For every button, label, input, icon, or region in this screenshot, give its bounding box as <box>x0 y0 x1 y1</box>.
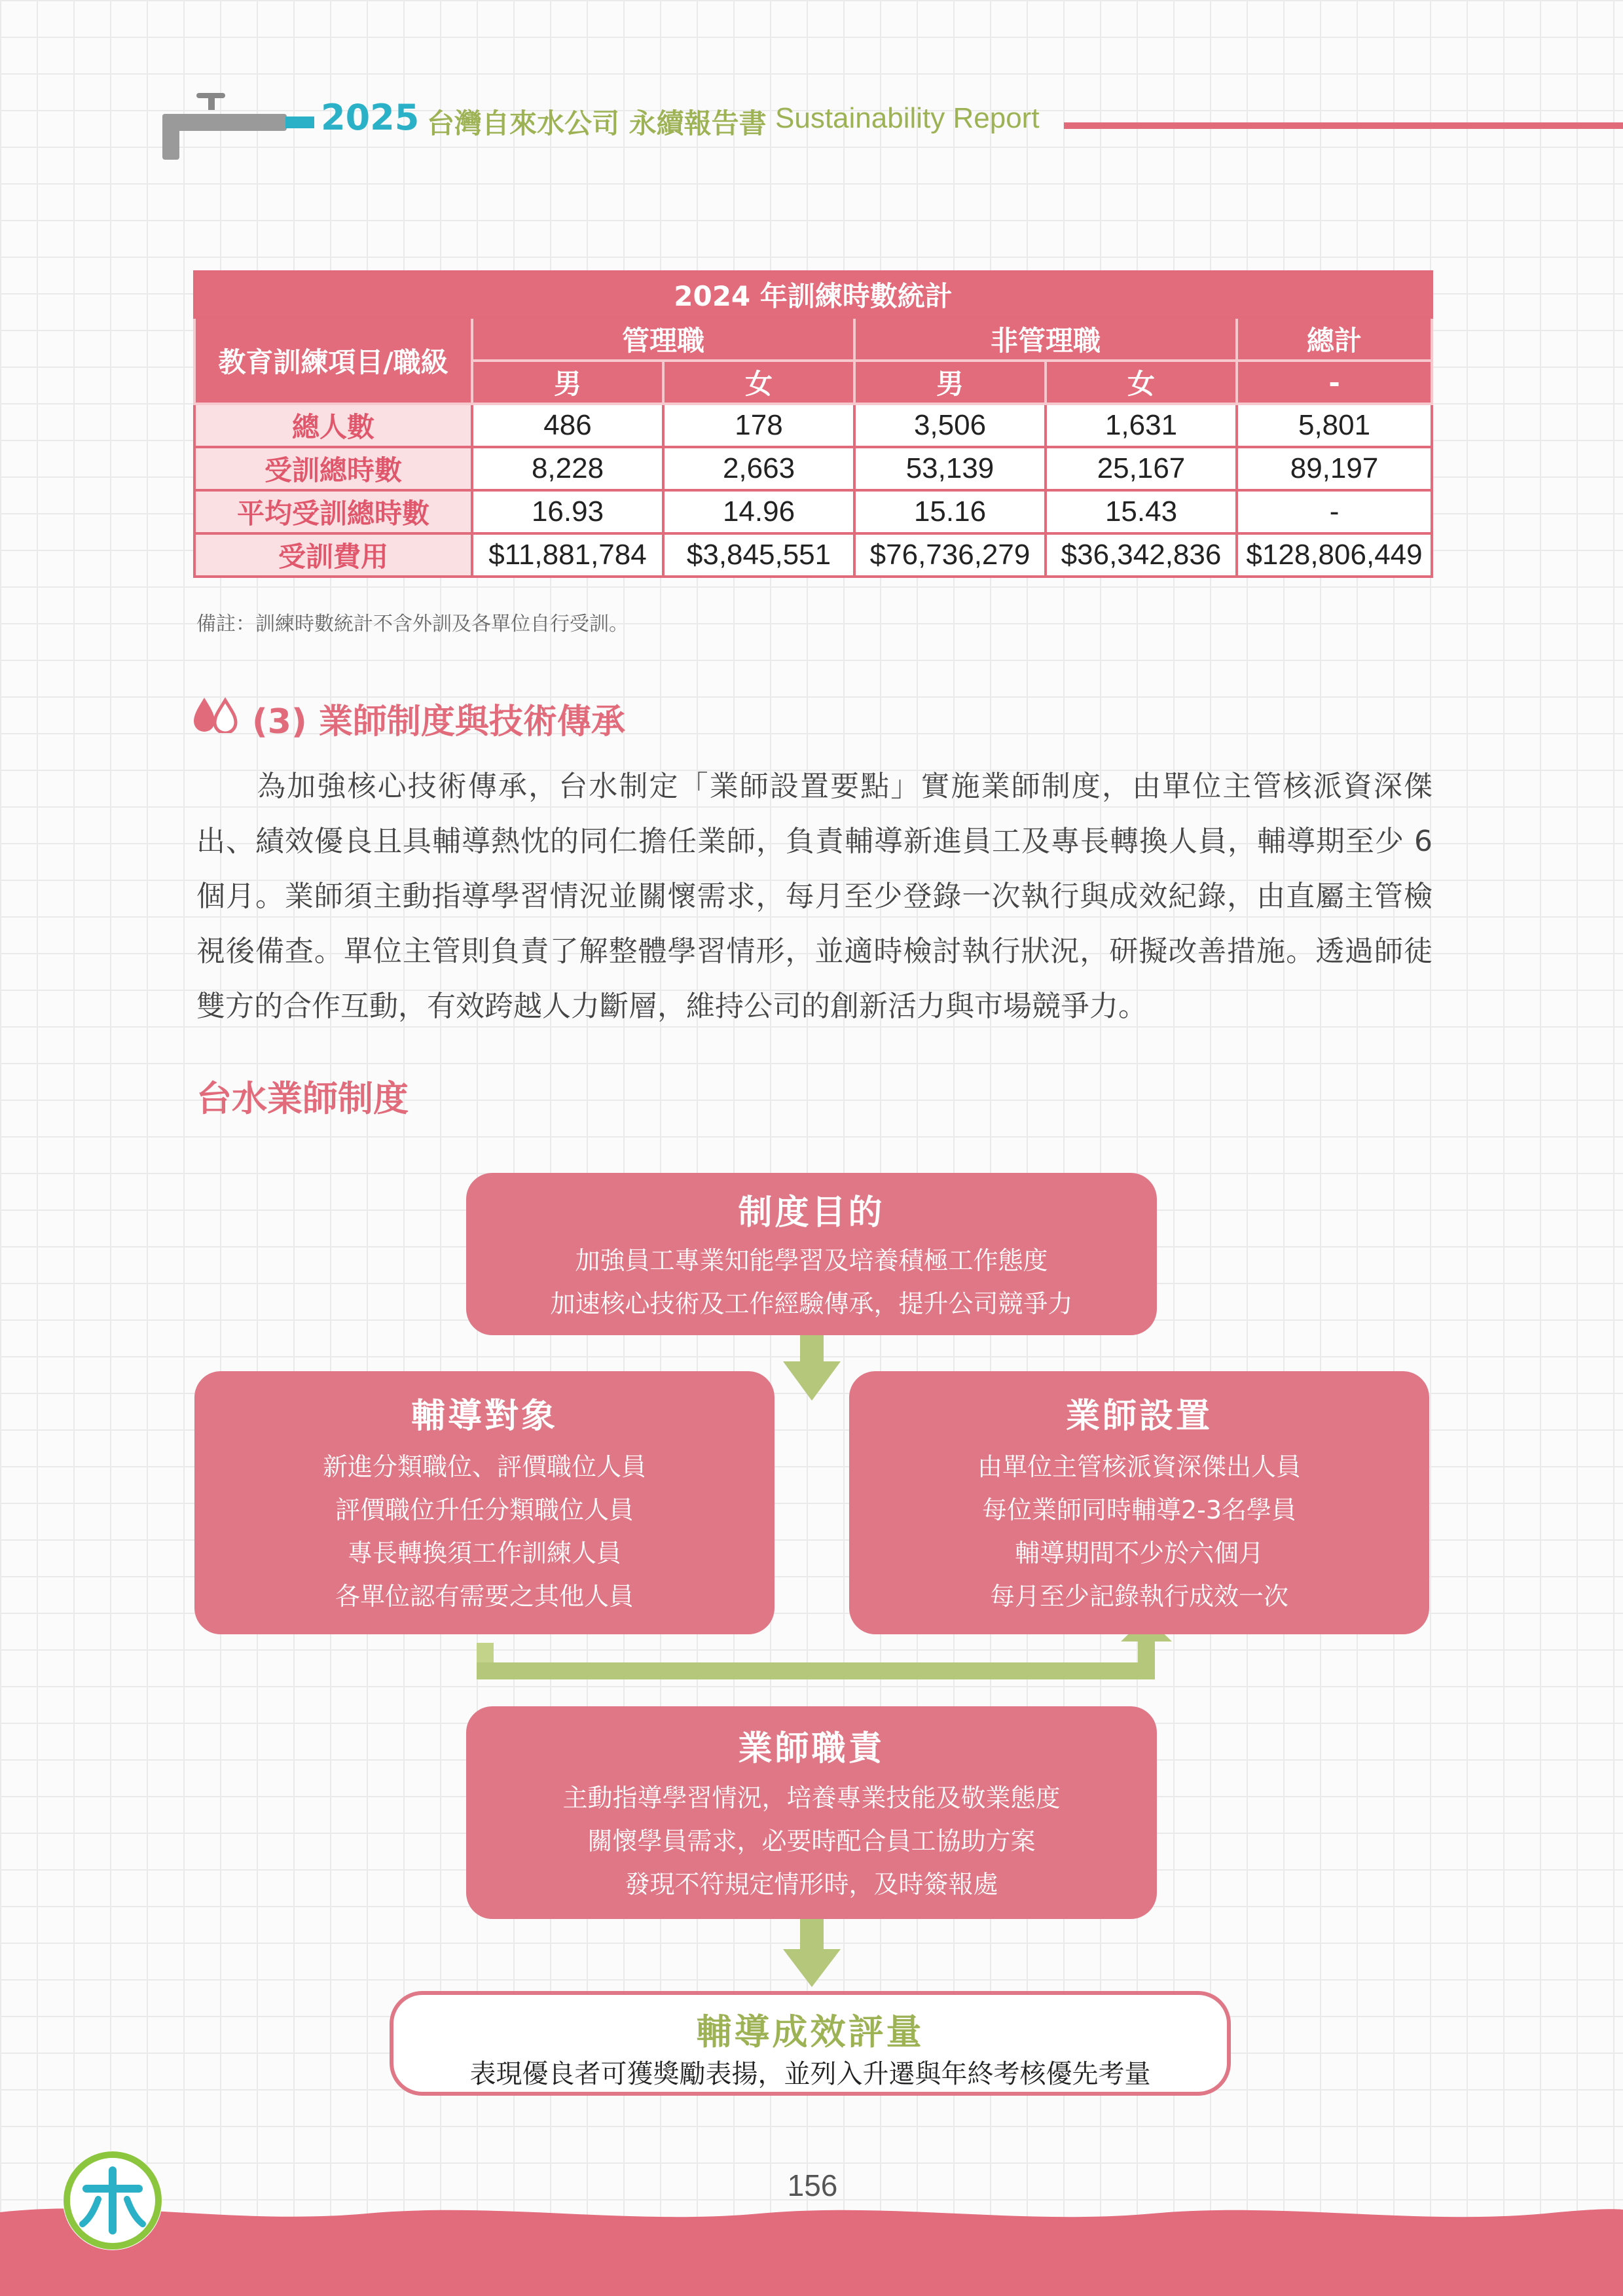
table-cell: $11,881,784 <box>472 533 663 577</box>
box-line: 每位業師同時輔導2-3名學員 <box>981 1496 1297 1524</box>
box-evaluation <box>390 1991 1231 2096</box>
footer-wave <box>0 2199 1623 2296</box>
box-title: 輔導對象 <box>410 1397 558 1436</box>
header-year: 2025 <box>321 97 420 138</box>
sub-header: 女 <box>1046 361 1237 404</box>
box-line: 加速核心技術及工作經驗傳承，提升公司競爭力 <box>550 1289 1073 1318</box>
page-number: 156 <box>787 2168 838 2202</box>
row-label: 受訓總時數 <box>194 447 472 490</box>
sub-header: 男 <box>854 361 1046 404</box>
table-cell: 3,506 <box>854 404 1046 447</box>
group-header: 總計 <box>1237 317 1432 361</box>
box-line: 表現優良者可獲獎勵表揚，並列入升遷與年終考核優先考量 <box>469 2059 1151 2089</box>
box-line: 輔導期間不少於六個月 <box>1014 1539 1264 1568</box>
arrow-head <box>783 1361 841 1401</box>
table-cell: 89,197 <box>1237 447 1432 490</box>
table-cell: 8,228 <box>472 447 663 490</box>
row-label: 總人數 <box>194 404 472 447</box>
table-cell: 1,631 <box>1046 404 1237 447</box>
box-mentor <box>849 1371 1429 1634</box>
box-purpose <box>466 1173 1157 1335</box>
box-title: 業師職責 <box>738 1729 885 1768</box>
table-cell: 14.96 <box>663 490 854 533</box>
table-cell: 25,167 <box>1046 447 1237 490</box>
table-cell: $36,342,836 <box>1046 533 1237 577</box>
row-label: 受訓費用 <box>194 533 472 577</box>
sub-header: 女 <box>663 361 854 404</box>
arrow-head <box>783 1949 841 1987</box>
box-line: 每月至少記錄執行成效一次 <box>989 1582 1288 1611</box>
box-line: 評價職位升任分類職位人員 <box>335 1496 634 1524</box>
header-company: 台灣自來水公司 永續報告書 <box>427 107 767 139</box>
box-line: 專長轉換須工作訓練人員 <box>347 1539 621 1568</box>
box-duty <box>466 1706 1157 1919</box>
table-cell: 53,139 <box>854 447 1046 490</box>
group-header: 非管理職 <box>854 317 1237 361</box>
table-caption: 2024 年訓練時數統計 <box>194 272 1432 317</box>
box-line: 發現不符規定情形時，及時簽報處 <box>625 1870 998 1899</box>
company-logo-icon <box>60 2148 165 2253</box>
table-cell: $128,806,449 <box>1237 533 1432 577</box>
sub-header: - <box>1237 361 1432 404</box>
box-line: 主動指導學習情況，培養專業技能及敬業態度 <box>562 1784 1061 1812</box>
box-title: 業師設置 <box>1065 1397 1213 1436</box>
connector-up <box>1138 1636 1155 1679</box>
header-report-en: Sustainability Report <box>775 102 1040 134</box>
box-line: 各單位認有需要之其他人員 <box>335 1582 634 1611</box>
row-label: 平均受訓總時數 <box>194 490 472 533</box>
table-cell: 16.93 <box>472 490 663 533</box>
box-line: 新進分類職位、評價職位人員 <box>322 1452 646 1481</box>
box-line: 關懷學員需求，必要時配合員工協助方案 <box>587 1827 1036 1856</box>
table-cell: $3,845,551 <box>663 533 854 577</box>
table-cell: - <box>1237 490 1432 533</box>
connector-horizontal <box>477 1662 1155 1679</box>
section-title: (3) 業師制度與技術傳承 <box>252 702 625 742</box>
box-line: 由單位主管核派資深傑出人員 <box>977 1452 1301 1481</box>
table-cell: 15.43 <box>1046 490 1237 533</box>
box-title: 輔導成效評量 <box>696 2011 924 2053</box>
table-note: 備註：訓練時數統計不含外訓及各單位自行受訓。 <box>196 613 629 636</box>
box-target <box>194 1371 775 1634</box>
box-line: 加強員工專業知能學習及培養積極工作態度 <box>575 1246 1048 1275</box>
table-cell: 178 <box>663 404 854 447</box>
table-cell: 2,663 <box>663 447 854 490</box>
table-cell: 5,801 <box>1237 404 1432 447</box>
table-cell: 486 <box>472 404 663 447</box>
sub-header: 男 <box>472 361 663 404</box>
row-header-label: 教育訓練項目/職級 <box>194 317 472 404</box>
table-cell: 15.16 <box>854 490 1046 533</box>
table-cell: $76,736,279 <box>854 533 1046 577</box>
diagram-title: 台水業師制度 <box>196 1078 409 1119</box>
group-header: 管理職 <box>472 317 854 361</box>
paragraph-text: 為加強核心技術傳承，台水制定「業師設置要點」實施業師制度，由單位主管核派資深傑出、績效優良且具輔導熱忱的同仁擔任業師，負責輔導新進員工及專長轉換人員，輔導期至少 6 個月。業師須主動指導學習情況並關懷需求，每月至少登錄一次執行與成效紀錄，由直屬主管檢視後備查。單位主管則負責了解整體學習情形，並適時檢討執行狀況，研擬改善措施。透過師徒雙方的合作互動，有效跨越人力斷層，維持公司的創新活力與市場競爭力。 <box>196 770 1432 1023</box>
box-title: 制度目的 <box>738 1193 885 1232</box>
